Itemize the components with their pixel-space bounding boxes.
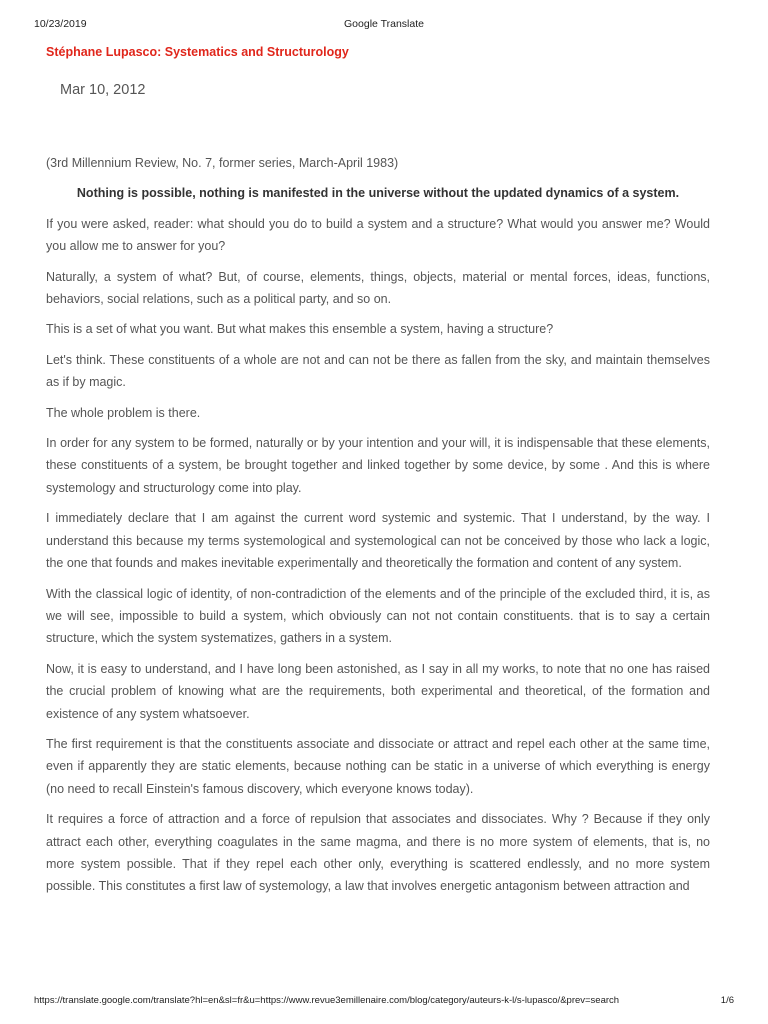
article-source: (3rd Millennium Review, No. 7, former series, March-April 1983): [46, 156, 399, 170]
article-title[interactable]: Stéphane Lupasco: Systematics and Structurology: [46, 45, 349, 59]
paragraph: I immediately declare that I am against the current word systemic and systemic. That I understand, by the way. I understand this because my terms systemological and systemological can not be conceived by those who lack a logic, the one that founds and makes inevitable experimentally and theoretically the formation and content of any system.: [46, 511, 710, 571]
paragraph: It requires a force of attraction and a force of repulsion that associates and dissociates. Why ? Because if they only attract each other, everything coagulates in the same magma, and there is no more system of elements, that is, no more system possible. That if they repel each other only, everything is scattered endlessly, and no more system possible. This constitutes a first law of systemology, a law that involves energetic antagonism between attraction and: [46, 812, 710, 894]
paragraph: The whole problem is there.: [46, 405, 201, 420]
paragraph: With the classical logic of identity, of non-contradiction of the elements and of the principle of the excluded third, it is, as we will see, impossible to build a system, which obviously can not not contain constituents. that is to say a certain structure, which the system systematizes, gathers in a system.: [46, 586, 710, 646]
print-page-title: Google Translate: [344, 18, 424, 30]
print-date: 10/23/2019: [34, 18, 87, 30]
paragraph: The first requirement is that the constituents associate and dissociate or attract and repel each other at the same time, even if apparently they are static elements, because nothing can be static in a universe of which everything is energy (no need to recall Einstein's famous discovery, which everyone knows today).: [46, 736, 710, 796]
page-number: 1/6: [720, 995, 734, 1006]
paragraph: Naturally, a system of what? But, of course, elements, things, objects, material or mental forces, ideas, functions, behaviors, social relations, such as a political party, and so on.: [46, 269, 710, 307]
paragraph: Now, it is easy to understand, and I have long been astonished, as I say in all my works, to note that no one has raised the crucial problem of knowing what are the requirements, both experimental and theoretical, of the formation and existence of any system whatsoever.: [46, 661, 710, 721]
paragraph: Let's think. These constituents of a whole are not and can not be there as fallen from the sky, and maintain themselves as if by magic.: [46, 352, 710, 390]
article-date: Mar 10, 2012: [60, 82, 146, 98]
article-lead: Nothing is possible, nothing is manifested in the universe without the updated dynamics of a system.: [76, 186, 680, 201]
print-url: https://translate.google.com/translate?hl=en&sl=fr&u=https://www.revue3emillenaire.com/blog/category/auteurs-k-l/s-lupasco/&prev=search: [34, 995, 620, 1006]
article-body: [46, 152, 710, 906]
paragraph: This is a set of what you want. But what makes this ensemble a system, having a structure?: [46, 322, 554, 337]
paragraph: If you were asked, reader: what should you do to build a system and a structure? What would you answer me? Would you allow me to answer for you?: [46, 216, 710, 254]
paragraph: In order for any system to be formed, naturally or by your intention and your will, it is indispensable that these elements, these constituents of a system, be brought together and linked together by some device, by some . And this is where systemology and structurology come into play.: [46, 436, 710, 495]
